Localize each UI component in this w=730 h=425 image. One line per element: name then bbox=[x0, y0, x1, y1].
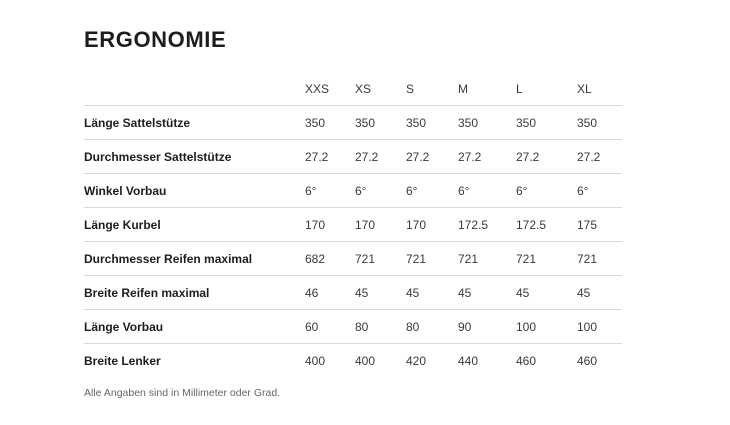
cell-value: 27.2 bbox=[516, 140, 577, 174]
cell-value: 170 bbox=[406, 208, 458, 242]
page-title: ERGONOMIE bbox=[84, 27, 227, 52]
cell-value: 440 bbox=[458, 354, 479, 368]
cell-value: 172.5 bbox=[516, 208, 577, 242]
cell-value: 682 bbox=[305, 242, 355, 276]
cell-value: 27.2 bbox=[305, 140, 355, 174]
cell-value: 6° bbox=[577, 174, 622, 208]
cell-value: 721 bbox=[516, 242, 577, 276]
table-row bbox=[84, 106, 622, 140]
column-header-xl: XL bbox=[577, 78, 622, 106]
cell-value: 6° bbox=[305, 174, 355, 208]
cell-value: 721 bbox=[577, 242, 622, 276]
row-label-durchmesser-sattelstuetze: Durchmesser Sattelstütze bbox=[84, 140, 305, 174]
cell-value: 27.2 bbox=[406, 140, 458, 174]
cell-value: 45 bbox=[516, 276, 577, 310]
cell-value: 400 bbox=[355, 354, 376, 368]
cell-value: 27.2 bbox=[458, 140, 516, 174]
cell-value: 45 bbox=[406, 276, 458, 310]
table-row bbox=[84, 174, 622, 208]
cell-value: 350 bbox=[355, 106, 406, 140]
ergonomics-section bbox=[84, 28, 622, 399]
cell-value: 460 bbox=[516, 354, 537, 368]
cell-value: 45 bbox=[577, 276, 622, 310]
cell-value: 420 bbox=[406, 354, 427, 368]
cell-value: 100 bbox=[516, 310, 577, 344]
row-label-breite-reifen-maximal: Breite Reifen maximal bbox=[84, 276, 305, 310]
cell-value: 100 bbox=[577, 310, 622, 344]
cell-value: 6° bbox=[355, 174, 406, 208]
cell-value: 45 bbox=[355, 276, 406, 310]
column-header-xs: XS bbox=[355, 78, 406, 106]
cell-value: 175 bbox=[577, 208, 622, 242]
cell-value: 80 bbox=[355, 310, 406, 344]
table-header-row bbox=[84, 78, 622, 106]
column-header-xxs: XXS bbox=[305, 78, 355, 106]
cell-value: 460 bbox=[577, 354, 598, 368]
footnote: Alle Angaben sind in Millimeter oder Grad. bbox=[84, 387, 281, 399]
cell-value: 172.5 bbox=[458, 208, 516, 242]
cell-value: 45 bbox=[458, 276, 516, 310]
row-label-durchmesser-reifen-maximal: Durchmesser Reifen maximal bbox=[84, 242, 305, 276]
column-header-s: S bbox=[406, 78, 458, 106]
table-row bbox=[84, 344, 622, 378]
cell-value: 27.2 bbox=[355, 140, 406, 174]
cell-value: 350 bbox=[577, 106, 622, 140]
table-row bbox=[84, 242, 622, 276]
header-spacer-cell bbox=[84, 78, 305, 106]
cell-value: 27.2 bbox=[577, 140, 622, 174]
cell-value: 350 bbox=[516, 106, 577, 140]
ergonomics-table bbox=[84, 78, 622, 377]
cell-value: 721 bbox=[458, 242, 516, 276]
cell-value: 80 bbox=[406, 310, 458, 344]
cell-value: 6° bbox=[458, 174, 516, 208]
cell-value: 350 bbox=[305, 106, 355, 140]
cell-value: 170 bbox=[305, 208, 355, 242]
table-row bbox=[84, 310, 622, 344]
row-label-laenge-kurbel: Länge Kurbel bbox=[84, 208, 305, 242]
table-row bbox=[84, 276, 622, 310]
table-row bbox=[84, 140, 622, 174]
cell-value: 6° bbox=[516, 174, 577, 208]
cell-value: 60 bbox=[305, 310, 355, 344]
table-row bbox=[84, 208, 622, 242]
column-header-l: L bbox=[516, 78, 577, 106]
cell-value: 6° bbox=[406, 174, 458, 208]
cell-value: 350 bbox=[458, 106, 516, 140]
cell-value: 400 bbox=[305, 354, 326, 368]
row-label-laenge-vorbau: Länge Vorbau bbox=[84, 310, 305, 344]
cell-value: 170 bbox=[355, 208, 406, 242]
cell-value: 46 bbox=[305, 276, 355, 310]
cell-value: 350 bbox=[406, 106, 458, 140]
cell-value: 90 bbox=[458, 310, 516, 344]
row-label-breite-lenker: Breite Lenker bbox=[84, 354, 161, 368]
cell-value: 721 bbox=[406, 242, 458, 276]
row-label-laenge-sattelstuetze: Länge Sattelstütze bbox=[84, 106, 305, 140]
column-header-m: M bbox=[458, 78, 516, 106]
cell-value: 721 bbox=[355, 242, 406, 276]
row-label-winkel-vorbau: Winkel Vorbau bbox=[84, 174, 305, 208]
